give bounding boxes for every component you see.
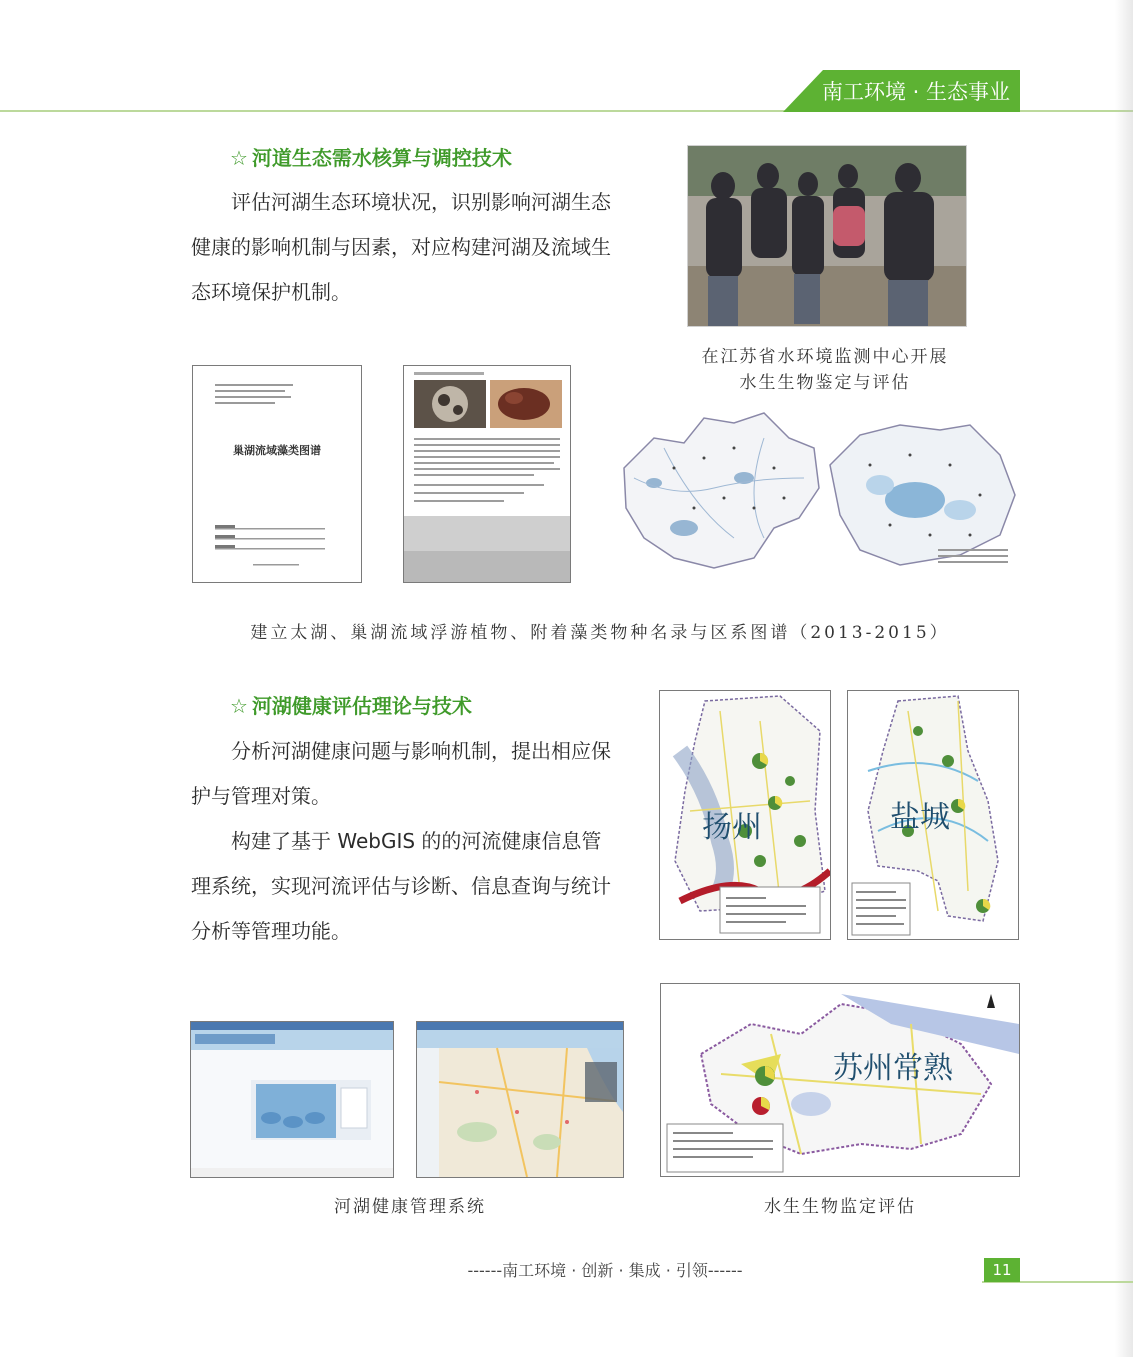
section2-heading [230,692,650,720]
field-photo [687,145,967,327]
star-icon: ☆ [230,694,248,718]
atlas-specimen-page [403,365,571,583]
section2-paragraph [191,729,631,954]
health-system-login-screenshot [190,1021,394,1178]
atlas-figure-caption: 建立太湖、巢湖流域浮游植物、附着藻类物种名录与区系图谱（2013-2015） [250,623,950,643]
section2-line-5: 分析等管理功能。 [191,919,351,943]
section2-title: 河湖健康评估理论与技术 [251,694,472,718]
page-edge-shadow [1115,0,1133,1357]
section2-line-3: 构建了基于 WebGIS 的的河流健康信息管 [231,829,602,853]
suzhou-changshu-bio-map [660,983,1020,1177]
page-number: 11 [984,1258,1020,1282]
section1-line-3: 态环境保护机制。 [191,280,351,304]
footer-slogan: ------南工环境 · 创新 · 集成 · 引领------ [467,1261,743,1280]
section2-line-1: 分析河湖健康问题与影响机制，提出相应保 [231,739,611,763]
yangzhou-label: 扬州 [702,810,762,845]
atlas-cover-document [192,365,362,583]
yangzhou-health-map [659,690,831,940]
photo-caption-line-1: 在江苏省水环境监测中心开展 [701,347,949,367]
star-icon: ☆ [230,146,248,170]
system-caption: 河湖健康管理系统 [334,1197,486,1217]
section1-line-2: 健康的影响机制与因素，对应构建河湖及流域生 [191,235,611,259]
atlas-cover-title: 巢湖流域藻类图谱 [233,444,321,457]
yancheng-health-map [847,690,1019,940]
photo-caption-line-2: 水生生物鉴定与评估 [739,373,911,393]
chaohu-basin-map [820,415,1020,581]
yancheng-label: 盐城 [890,800,950,835]
section2-line-2: 护与管理对策。 [191,784,331,808]
suzhou-changshu-label: 苏州常熟 [833,1051,953,1086]
section2-line-4: 理系统，实现河流评估与诊断、信息查询与统计 [191,874,611,898]
section1-title: 河道生态需水核算与调控技术 [251,146,512,170]
section1-heading [230,144,650,172]
taihu-basin-map [614,408,824,576]
section1-paragraph [191,180,631,315]
photo-caption [680,344,970,396]
health-system-map-screenshot [416,1021,624,1178]
bio-caption: 水生生物监定评估 [764,1197,916,1217]
header-title: 南工环境 · 生态事业 [822,80,1011,104]
section1-line-1: 评估河湖生态环境状况，识别影响河湖生态 [231,190,611,214]
